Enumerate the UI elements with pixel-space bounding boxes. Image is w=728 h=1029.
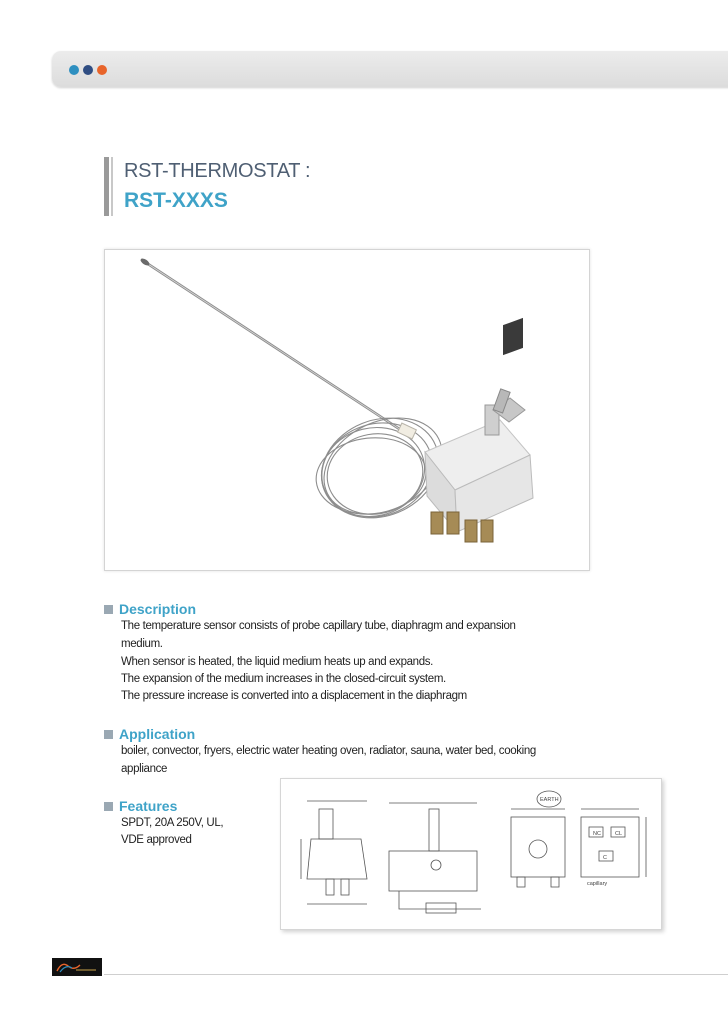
description-line: The pressure increase is converted into a displacement in the diaphragm bbox=[121, 690, 467, 702]
description-line: The expansion of the medium increases in the closed-circuit system. bbox=[121, 673, 446, 685]
dot-navy-icon bbox=[83, 65, 93, 75]
application-line: appliance bbox=[121, 763, 168, 775]
product-model-title: RST-XXXS bbox=[124, 189, 228, 212]
features-line: SPDT, 20A 250V, UL, bbox=[121, 817, 224, 829]
product-photo bbox=[104, 249, 590, 571]
application-line: boiler, convector, fryers, electric water heating oven, radiator, sauna, water bed, cooking bbox=[121, 745, 536, 757]
features-heading bbox=[104, 798, 177, 814]
dimension-drawing-illustration bbox=[281, 779, 661, 929]
title-accent-bar-thin bbox=[111, 157, 113, 216]
description-heading bbox=[104, 601, 196, 617]
capillary-label: capillary bbox=[587, 881, 608, 887]
thermostat-illustration bbox=[105, 250, 589, 570]
features-line: VDE approved bbox=[121, 834, 192, 846]
technical-drawing bbox=[280, 778, 662, 930]
features-heading-label: Features bbox=[119, 798, 178, 814]
application-heading bbox=[104, 726, 195, 742]
terminal-nc-label: NC bbox=[593, 831, 601, 837]
square-bullet-icon bbox=[104, 730, 113, 739]
terminal-c-label: C bbox=[603, 855, 607, 861]
description-heading-label: Description bbox=[119, 601, 197, 617]
square-bullet-icon bbox=[104, 802, 113, 811]
company-logo bbox=[52, 958, 102, 976]
header-bar bbox=[52, 51, 728, 87]
title-accent-bar bbox=[104, 157, 109, 216]
square-bullet-icon bbox=[104, 605, 113, 614]
earth-label: EARTH bbox=[540, 797, 559, 803]
description-line: When sensor is heated, the liquid medium heats up and expands. bbox=[121, 656, 434, 668]
footer-divider bbox=[104, 974, 728, 975]
terminal-cl-label: CL bbox=[615, 831, 623, 837]
description-line: medium. bbox=[121, 638, 163, 650]
description-line: The temperature sensor consists of probe capillary tube, diaphragm and expansion bbox=[121, 620, 516, 632]
logo-mark-icon bbox=[52, 958, 102, 976]
application-heading-label: Application bbox=[119, 726, 196, 742]
dot-orange-icon bbox=[97, 65, 107, 75]
product-category-title: RST-THERMOSTAT : bbox=[124, 160, 311, 182]
dot-blue-icon bbox=[69, 65, 79, 75]
